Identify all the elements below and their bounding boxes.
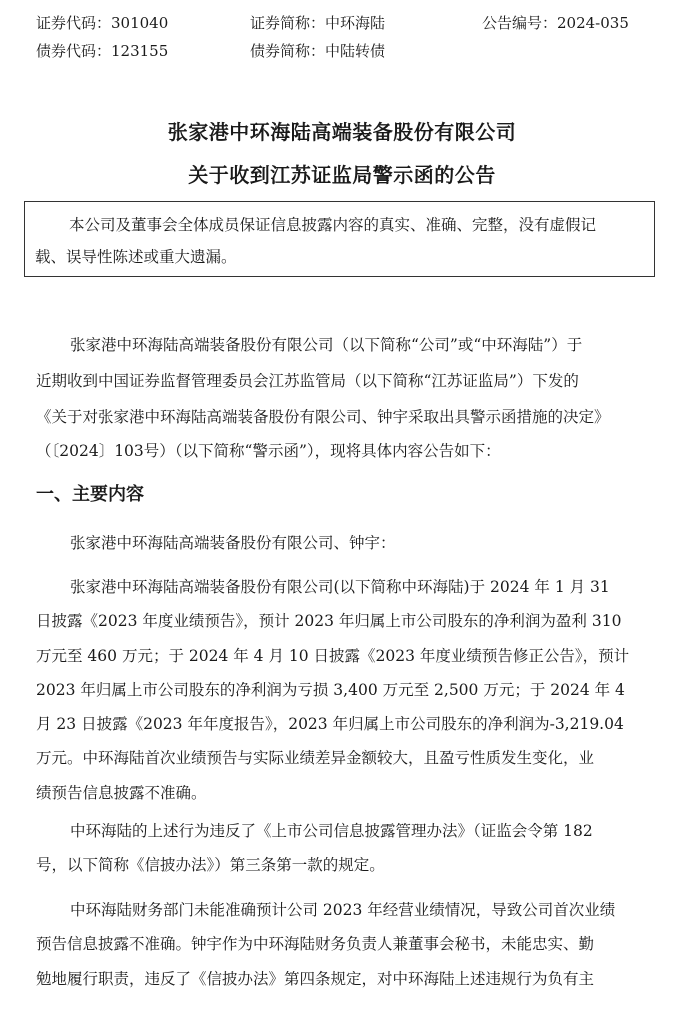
paragraph-line: 预告信息披露不准确。钟宇作为中环海陆财务负责人兼董事会秘书，未能忠实、勤	[36, 935, 595, 953]
announcement-number: 公告编号：2024-035	[482, 14, 629, 32]
disclaimer-line-2: 载、误导性陈述或重大遗漏。	[35, 248, 237, 266]
section-heading-main-content: 一、主要内容	[36, 484, 144, 505]
title-company: 张家港中环海陆高端装备股份有限公司	[167, 120, 517, 144]
paragraph-line: 号，以下简称《信披办法》）第三条第一款的规定。	[36, 856, 385, 874]
paragraph-line: 日披露《2023 年度业绩预告》，预计 2023 年归属上市公司股东的净利润为盈利 310	[36, 612, 622, 630]
disclaimer-line-1: 本公司及董事会全体成员保证信息披露内容的真实、准确、完整，没有虚假记	[69, 216, 597, 234]
paragraph-line: 中环海陆的上述行为违反了《上市公司信息披露管理办法》（证监会令第 182	[70, 822, 593, 840]
intro-line: （〔2024〕103号）（以下简称“警示函”），现将具体内容公告如下：	[36, 442, 501, 460]
bond-name: 债券简称：中陆转债	[250, 42, 386, 60]
bond-code: 债券代码：123155	[36, 42, 169, 60]
title-subject: 关于收到江苏证监局警示函的公告	[188, 163, 496, 187]
paragraph-line: 中环海陆财务部门未能准确预计公司 2023 年经营业绩情况，导致公司首次业绩	[70, 901, 616, 919]
paragraph-line: 月 23 日披露《2023 年年度报告》，2023 年归属上市公司股东的净利润为-3,219.04	[36, 715, 624, 733]
addressee: 张家港中环海陆高端装备股份有限公司、钟宇：	[70, 534, 396, 552]
paragraph-line: 绩预告信息披露不准确。	[36, 784, 207, 802]
intro-line: 《关于对张家港中环海陆高端装备股份有限公司、钟宇采取出具警示函措施的决定》	[36, 408, 610, 426]
paragraph-line: 张家港中环海陆高端装备股份有限公司(以下简称中环海陆)于 2024 年 1 月 31	[70, 578, 610, 596]
paragraph-line: 万元。中环海陆首次业绩预告与实际业绩差异金额较大，且盈亏性质发生变化，业	[36, 749, 595, 767]
stock-code: 证券代码：301040	[36, 14, 169, 32]
stock-name: 证券简称：中环海陆	[250, 14, 386, 32]
intro-line: 张家港中环海陆高端装备股份有限公司（以下简称“公司”或“中环海陆”）于	[70, 336, 583, 354]
paragraph-line: 万元至 460 万元；于 2024 年 4 月 10 日披露《2023 年度业绩预告修正公告》，预计	[36, 647, 630, 665]
intro-line: 近期收到中国证券监督管理委员会江苏监管局（以下简称“江苏证监局”）下发的	[36, 372, 579, 390]
disclaimer-box	[24, 201, 655, 277]
paragraph-line: 2023 年归属上市公司股东的净利润为亏损 3,400 万元至 2,500 万元；于 2024 年 4	[36, 681, 625, 699]
paragraph-line: 勉地履行职责，违反了《信披办法》第四条规定，对中环海陆上述违规行为负有主	[36, 970, 595, 988]
